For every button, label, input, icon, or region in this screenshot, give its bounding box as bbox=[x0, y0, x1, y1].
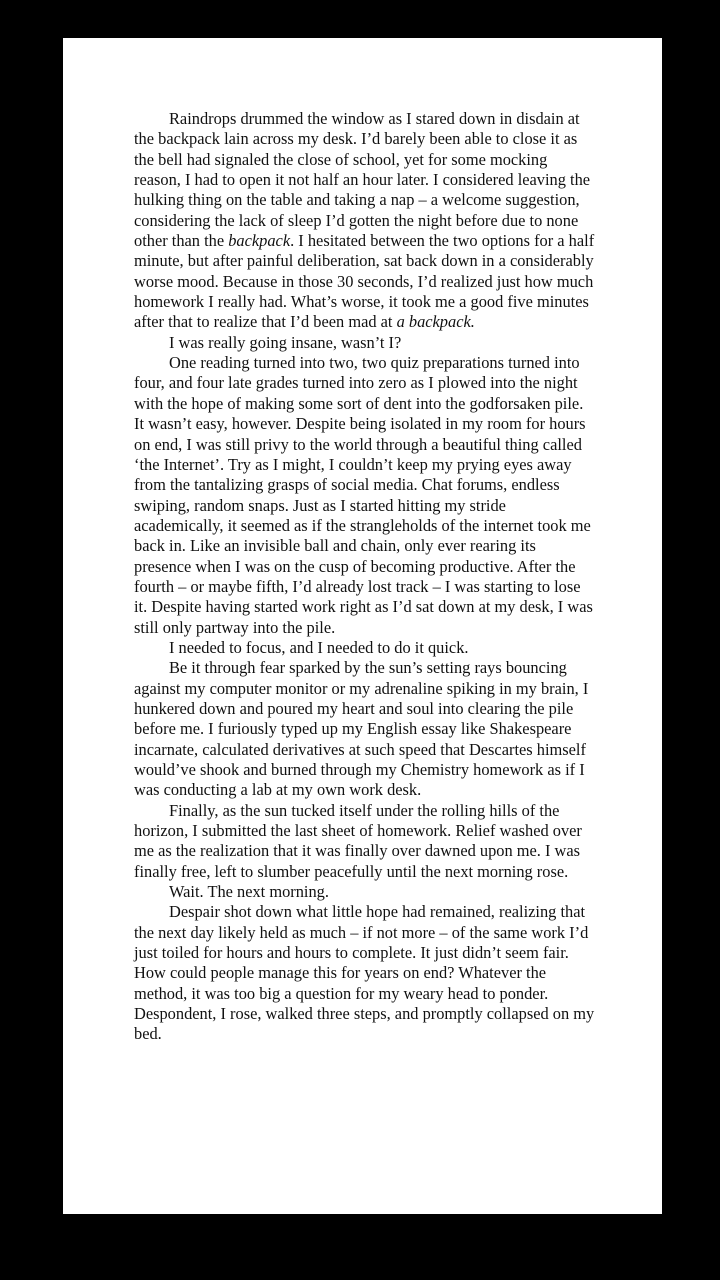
text-run: Wait. The next morning. bbox=[169, 882, 329, 902]
text-run: One reading turned into two, two quiz preparations turned into four, and four late grades turned into zero as I plowed into the night with the hope of making some sort of dent into the godforsaken pile. It wasn’t easy, however. Despite being isolated in my room for hours on end, I was still privy to the world through a beautiful thing called ‘the Internet’. Try as I might, I couldn’t keep my prying eyes away from the tantalizing grasps of social media. Chat forums, endless swiping, random snaps. Just as I started hitting my stride academically, it seemed as if the strangleholds of the internet took me back in. Like an invisible ball and chain, only ever rearing its presence when I was on the cusp of becoming productive. After the fourth – or maybe fifth, I’d already lost track – I was starting to lose it. Despite having started work right as I’d sat down at my desk, I was still only partway into the pile. bbox=[134, 353, 593, 637]
italic-text-run: a backpack. bbox=[396, 312, 475, 332]
text-run: I was really going insane, wasn’t I? bbox=[169, 332, 402, 352]
paragraph-6 bbox=[134, 801, 595, 882]
paragraph-1 bbox=[134, 109, 595, 333]
text-run: Finally, as the sun tucked itself under the rolling hills of the horizon, I submitted the last sheet of homework. Relief washed over me as the realization that it was finally over dawned upon me. I was finally free, left to slumber peacefully until the next morning rose. bbox=[134, 800, 582, 881]
text-run: Be it through fear sparked by the sun’s setting rays bouncing against my computer monitor or my adrenaline spiking in my brain, I hunkered down and poured my heart and soul into clearing the pile before me. I furiously typed up my English essay like Shakespeare incarnate, calculated derivatives at such speed that Descartes himself would’ve shook and burned through my Chemistry homework as if I was conducting a lab at my own work desk. bbox=[134, 658, 589, 800]
paragraph-5 bbox=[134, 658, 595, 800]
paragraph-8 bbox=[134, 902, 595, 1044]
paragraph-7 bbox=[134, 882, 595, 902]
text-run: Raindrops drummed the window as I stared down in disdain at the backpack lain across my desk. I’d barely been able to close it as the bell had signaled the close of school, yet for some mocking reason, I had to open it not half an hour later. I considered leaving the hulking thing on the table and taking a nap – a welcome suggestion, considering the lack of sleep I’d gotten the night before due to none other than the bbox=[134, 109, 591, 251]
paragraph-4 bbox=[134, 638, 595, 658]
italic-text-run: backpack bbox=[228, 231, 291, 251]
text-run: I needed to focus, and I needed to do it quick. bbox=[169, 637, 469, 657]
paragraph-2 bbox=[134, 333, 595, 353]
story-text bbox=[134, 109, 595, 1045]
text-run: . I hesitated between the two options for a half minute, but after painful deliberation, sat back down in a considerably worse mood. Because in those 30 seconds, I’d realized just how much homework I really had. What’s worse, it took me a good five minutes after that to realize that I’d been mad at bbox=[134, 231, 595, 332]
document-page bbox=[63, 38, 662, 1214]
paragraph-3 bbox=[134, 353, 595, 638]
text-run: Despair shot down what little hope had remained, realizing that the next day likely held as much – if not more – of the same work I’d just toiled for hours and hours to complete. It just didn’t seem fair. How could people manage this for years on end? Whatever the method, it was too big a question for my weary head to ponder. Despondent, I rose, walked three steps, and promptly collapsed on my bed. bbox=[134, 902, 595, 1044]
